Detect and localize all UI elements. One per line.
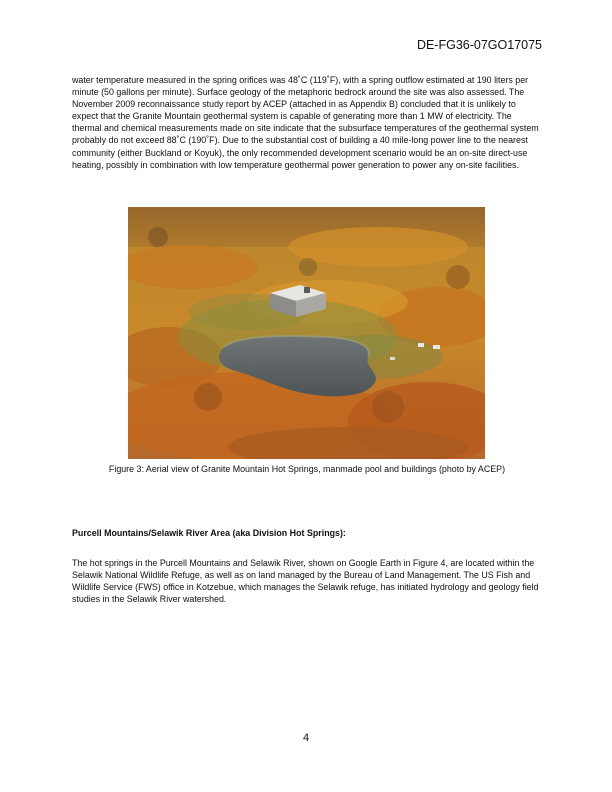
document-id: DE-FG36-07GO17075 [416, 38, 542, 52]
figure-caption: Figure 3: Aerial view of Granite Mountain Hot Springs, manmade pool and buildings (photo by ACEP) [108, 464, 506, 474]
section-paragraph: The hot springs in the Purcell Mountains and Selawik River, shown on Google Earth in Figure 4, are located within the Selawik National Wildlife Refuge, as well as on land managed by the Bureau of Land Management. The US Fish and Wildlife Service (FWS) office in Kotzebue, which manages the Selawik refuge, has initiated hydrology and geology field studies in the Selawik River watershed. [72, 558, 539, 605]
body-paragraph: water temperature measured in the spring orifices was 48˚C (119˚F), with a spring outflow estimated at 190 liters per minute (50 gallons per minute). Surface geology of the metaphoric bedrock around the site was also assessed. The November 2009 reconnaissance study report by ACEP (attached in as Appendix B) concluded that it is unlikely to expect that the Granite Mountain geothermal system is capable of generating more than 1 MW of electricity. The thermal and chemical measurements made on site indicate that the subsurface temperatures of the geothermal system probably do not exceed 88˚C (190˚F). Due to the substantial cost of building a 40 mile-long power line to the nearest community (either Buckland or Koyuk), the only recommended development scenario would be an on-site direct-use heating, possibly in combination with low temperature geothermal power generation to power any on-site facilities. [72, 75, 539, 170]
aerial-photo-granite-mountain [128, 207, 485, 459]
section-heading: Purcell Mountains/Selawik River Area (aka Division Hot Springs): [72, 528, 346, 538]
page-number: 4 [302, 732, 310, 744]
